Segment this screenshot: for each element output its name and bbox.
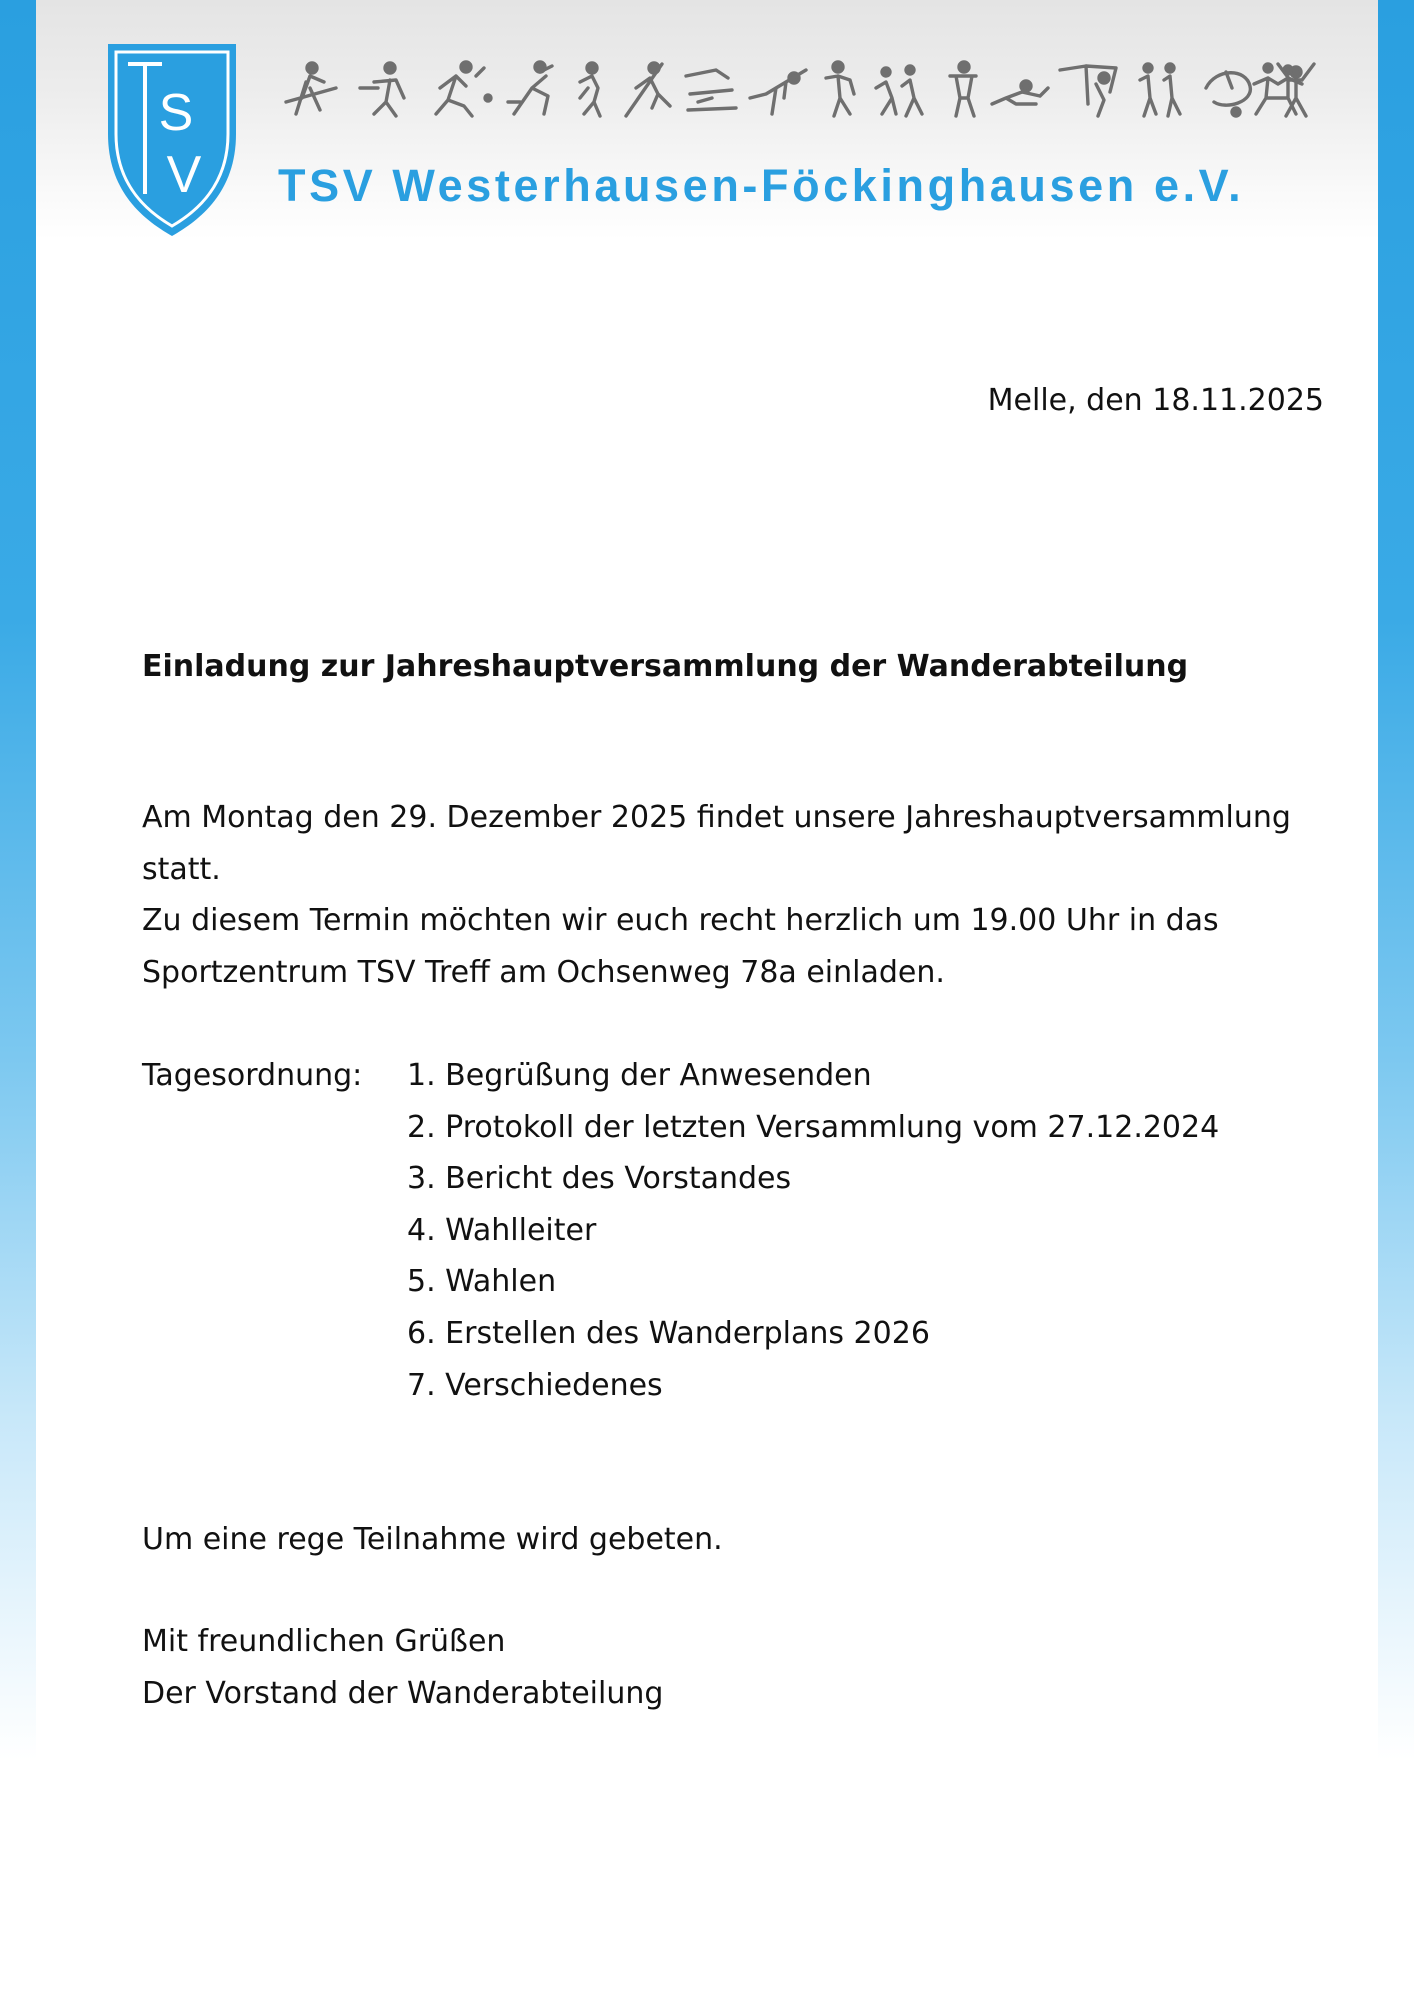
intro-line: Sportzentrum TSV Treff am Ochsenweg 78a einladen. xyxy=(142,954,945,990)
agenda-item: 5. Wahlen xyxy=(407,1264,557,1300)
intro-line: Am Montag den 29. Dezember 2025 findet unsere Jahreshauptversammlung xyxy=(142,800,1291,835)
signature-line: Der Vorstand der Wanderabteilung xyxy=(142,1675,664,1711)
agenda-item: 2. Protokoll der letzten Versammlung vom 27.12.2024 xyxy=(407,1109,1220,1145)
intro-line: statt. xyxy=(142,851,221,887)
tsv-shield-logo xyxy=(104,42,240,238)
closing-note xyxy=(142,1514,1342,1566)
agenda-item: 1. Begrüßung der Anwesenden xyxy=(407,1058,872,1093)
left-blue-border xyxy=(0,0,36,1760)
right-blue-border xyxy=(1378,0,1414,1760)
agenda-item: 4. Wahlleiter xyxy=(407,1212,597,1248)
signature-block xyxy=(142,1616,1342,1719)
date-line: Melle, den 18.11.2025 xyxy=(987,383,1324,418)
logo-letter-v: V xyxy=(166,146,202,204)
intro-line: Zu diesem Termin möchten wir euch recht herzlich um 19.00 Uhr in das xyxy=(142,903,1219,938)
agenda-item: 3. Bericht des Vorstandes xyxy=(407,1161,792,1197)
agenda-list xyxy=(407,1050,1219,1411)
greeting-line: Mit freundlichen Grüßen xyxy=(142,1624,506,1659)
logo-letter-s: S xyxy=(158,84,194,142)
letter-intro xyxy=(142,792,1342,998)
agenda-item: 7. Verschiedenes xyxy=(407,1367,663,1403)
sport-pictograms-icon xyxy=(276,58,1316,122)
letter-subject: Einladung zur Jahreshauptversammlung der Wanderabteilung xyxy=(142,649,1189,684)
club-name: TSV Westerhausen-Föckinghausen e.V. xyxy=(278,160,1245,211)
closing-line: Um eine rege Teilnahme wird gebeten. xyxy=(142,1522,723,1557)
agenda-label: Tagesordnung: xyxy=(142,1058,363,1093)
agenda-item: 6. Erstellen des Wanderplans 2026 xyxy=(407,1315,930,1351)
